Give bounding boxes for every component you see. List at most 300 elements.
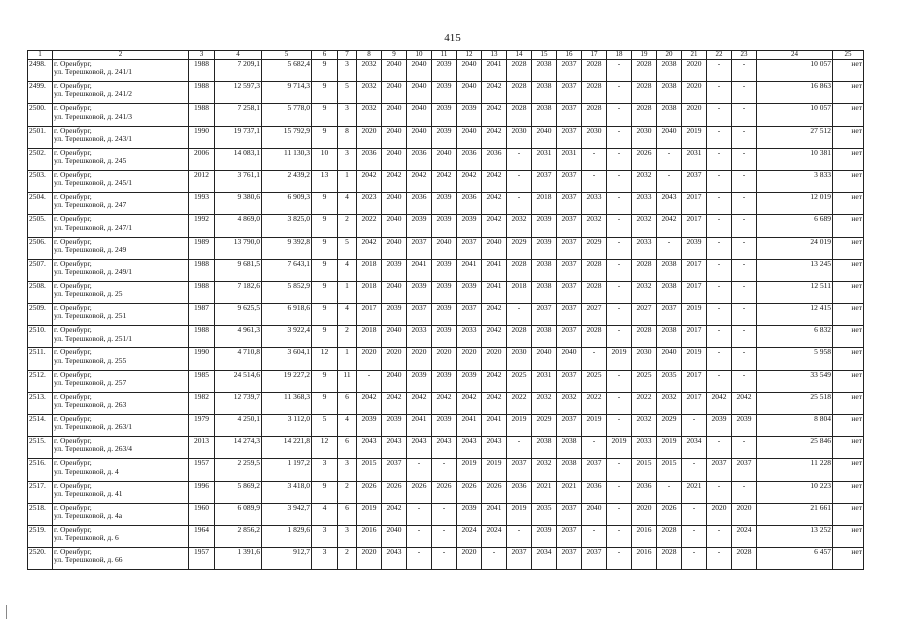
cell-col-4: 14 274,3 xyxy=(215,437,262,459)
cell-col-3: 1987 xyxy=(189,304,215,326)
row-number: 2509. xyxy=(28,304,53,326)
address-street: ул. Терешковой, д. 245 xyxy=(54,156,127,165)
cell-col-20: 2037 xyxy=(657,304,682,326)
cell-col-19: 2028 xyxy=(632,60,657,82)
cell-col-20: 2038 xyxy=(657,82,682,104)
cell-col-13: 2042 xyxy=(482,326,507,348)
cell-col-9: 2020 xyxy=(382,348,407,370)
cell-col-16: 2037 xyxy=(557,193,582,215)
address-street: ул. Терешковой, д. 25 xyxy=(54,289,123,299)
address-street: ул. Терешковой, д. 4 xyxy=(54,466,119,476)
cell-col-3: 1993 xyxy=(189,193,215,215)
cell-col-5: 3 418,0 xyxy=(262,481,312,503)
row-number: 2520. xyxy=(28,548,53,570)
cell-col-24: 16 863 xyxy=(757,82,833,104)
cell-col-5: 3 604,1 xyxy=(262,348,312,370)
table-row xyxy=(28,60,864,82)
cell-col-5: 5 852,9 xyxy=(262,281,312,303)
cell-col-12: 2039 xyxy=(457,104,482,126)
cell-col-17: - xyxy=(582,348,607,370)
cell-col-8: 2017 xyxy=(357,304,382,326)
cell-col-4: 13 790,0 xyxy=(215,237,262,259)
cell-col-8: 2032 xyxy=(357,104,382,126)
cell-col-16: 2037 xyxy=(557,60,582,82)
table-row xyxy=(28,415,864,437)
cell-col-5: 3 825,0 xyxy=(262,215,312,237)
cell-col-7: 5 xyxy=(338,82,357,104)
address-city: г. Оренбург, xyxy=(54,325,92,335)
address-city: г. Оренбург, xyxy=(54,237,92,246)
address-street: ул. Терешковой, д. 6 xyxy=(54,533,119,543)
row-number: 2512. xyxy=(28,370,53,392)
cell-col-17: 2037 xyxy=(582,548,607,570)
cell-col-7: 6 xyxy=(338,392,357,414)
cell-col-22: - xyxy=(707,126,732,148)
cell-col-20: - xyxy=(657,481,682,503)
address-cell xyxy=(53,415,189,437)
cell-col-21: - xyxy=(682,548,707,570)
cell-col-5: 3 112,0 xyxy=(262,415,312,437)
cell-col-17: 2028 xyxy=(582,104,607,126)
cell-col-19: 2036 xyxy=(632,481,657,503)
table-row xyxy=(28,126,864,148)
cell-col-17: 2033 xyxy=(582,193,607,215)
column-header-19: 19 xyxy=(632,51,657,60)
column-header-2: 2 xyxy=(53,51,189,60)
column-header-21: 21 xyxy=(682,51,707,60)
cell-col-12: 2037 xyxy=(457,304,482,326)
cell-col-23: - xyxy=(732,348,757,370)
cell-col-25: нет xyxy=(833,437,864,459)
address-city: г. Оренбург, xyxy=(54,481,92,490)
cell-col-24: 6 457 xyxy=(757,548,833,570)
cell-col-5: 1 829,6 xyxy=(262,525,312,547)
cell-col-18: - xyxy=(607,503,632,525)
cell-col-11: 2020 xyxy=(432,348,457,370)
cell-col-10: 2042 xyxy=(407,392,432,414)
cell-col-25: нет xyxy=(833,281,864,303)
cell-col-3: 1988 xyxy=(189,104,215,126)
cell-col-16: 2037 xyxy=(557,548,582,570)
cell-col-21: 2031 xyxy=(682,148,707,170)
cell-col-11: 2039 xyxy=(432,104,457,126)
cell-col-8: 2018 xyxy=(357,326,382,348)
address-street: ул. Терешковой, д. 263/4 xyxy=(54,444,133,454)
cell-col-13: 2042 xyxy=(482,82,507,104)
column-header-23: 23 xyxy=(732,51,757,60)
cell-col-10: 2039 xyxy=(407,281,432,303)
cell-col-8: 2032 xyxy=(357,82,382,104)
column-header-3: 3 xyxy=(189,51,215,60)
row-number: 2505. xyxy=(28,215,53,237)
column-header-5: 5 xyxy=(262,51,312,60)
column-header-22: 22 xyxy=(707,51,732,60)
cell-col-6: 12 xyxy=(312,348,338,370)
cell-col-19: 2032 xyxy=(632,170,657,192)
address-street: ул. Терешковой, д. 241/1 xyxy=(54,67,133,77)
cell-col-4: 4 869,0 xyxy=(215,215,262,237)
row-number: 2513. xyxy=(28,392,53,414)
row-number: 2499. xyxy=(28,82,53,104)
cell-col-11: - xyxy=(432,459,457,481)
cell-col-8: 2020 xyxy=(357,126,382,148)
cell-col-22: 2037 xyxy=(707,459,732,481)
address-city: г. Оренбург, xyxy=(54,81,92,91)
cell-col-6: 9 xyxy=(312,193,338,215)
cell-col-9: 2039 xyxy=(382,304,407,326)
cell-col-13: 2042 xyxy=(482,104,507,126)
cell-col-12: 2041 xyxy=(457,415,482,437)
cell-col-15: 2038 xyxy=(532,326,557,348)
cell-col-13: 2042 xyxy=(482,392,507,414)
cell-col-3: 2012 xyxy=(189,170,215,192)
cell-col-12: 2040 xyxy=(457,126,482,148)
cell-col-10: 2039 xyxy=(407,215,432,237)
cell-col-25: нет xyxy=(833,304,864,326)
cell-col-17: 2025 xyxy=(582,370,607,392)
cell-col-23: - xyxy=(732,237,757,259)
address-street: ул. Терешковой, д. 241/3 xyxy=(54,111,133,121)
cell-col-14: 2032 xyxy=(507,215,532,237)
column-header-7: 7 xyxy=(338,51,357,60)
cell-col-21: 2019 xyxy=(682,304,707,326)
cell-col-25: нет xyxy=(833,215,864,237)
cell-col-7: 6 xyxy=(338,437,357,459)
cell-col-24: 24 019 xyxy=(757,237,833,259)
cell-col-23: 2042 xyxy=(732,392,757,414)
cell-col-20: - xyxy=(657,148,682,170)
margin-mark xyxy=(6,605,7,619)
cell-col-4: 7 258,1 xyxy=(215,104,262,126)
cell-col-12: 2039 xyxy=(457,503,482,525)
cell-col-13: 2042 xyxy=(482,193,507,215)
cell-col-20: 2019 xyxy=(657,437,682,459)
cell-col-19: 2030 xyxy=(632,126,657,148)
column-header-6: 6 xyxy=(312,51,338,60)
table-row xyxy=(28,459,864,481)
cell-col-19: 2022 xyxy=(632,392,657,414)
column-header-16: 16 xyxy=(557,51,582,60)
address-cell xyxy=(53,82,189,104)
cell-col-4: 2 259,5 xyxy=(215,459,262,481)
cell-col-19: 2028 xyxy=(632,326,657,348)
cell-col-8: 2036 xyxy=(357,148,382,170)
cell-col-11: - xyxy=(432,525,457,547)
cell-col-4: 7 182,6 xyxy=(215,281,262,303)
cell-col-21: 2034 xyxy=(682,437,707,459)
cell-col-8: 2018 xyxy=(357,259,382,281)
cell-col-13: 2042 xyxy=(482,304,507,326)
column-header-25: 25 xyxy=(833,51,864,60)
address-city: г. Оренбург, xyxy=(54,59,92,68)
cell-col-3: 1964 xyxy=(189,525,215,547)
cell-col-22: - xyxy=(707,193,732,215)
cell-col-23: - xyxy=(732,370,757,392)
address-city: г. Оренбург, xyxy=(54,259,92,268)
cell-col-3: 2013 xyxy=(189,437,215,459)
cell-col-17: 2028 xyxy=(582,281,607,303)
cell-col-10: 2036 xyxy=(407,193,432,215)
cell-col-9: 2042 xyxy=(382,392,407,414)
cell-col-11: 2042 xyxy=(432,170,457,192)
cell-col-11: 2039 xyxy=(432,281,457,303)
address-street: ул. Терешковой, д. 263/1 xyxy=(54,422,133,432)
cell-col-10: - xyxy=(407,525,432,547)
cell-col-6: 9 xyxy=(312,82,338,104)
cell-col-7: 11 xyxy=(338,370,357,392)
cell-col-19: 2028 xyxy=(632,259,657,281)
row-number: 2511. xyxy=(28,348,53,370)
cell-col-19: 2025 xyxy=(632,370,657,392)
cell-col-12: 2033 xyxy=(457,326,482,348)
cell-col-15: 2037 xyxy=(532,304,557,326)
cell-col-11: 2026 xyxy=(432,481,457,503)
cell-col-20: 2038 xyxy=(657,259,682,281)
cell-col-15: 2034 xyxy=(532,548,557,570)
cell-col-15: 2040 xyxy=(532,126,557,148)
cell-col-20: 2028 xyxy=(657,525,682,547)
cell-col-18: - xyxy=(607,392,632,414)
cell-col-7: 4 xyxy=(338,415,357,437)
cell-col-6: 9 xyxy=(312,392,338,414)
cell-col-7: 6 xyxy=(338,503,357,525)
cell-col-9: 2042 xyxy=(382,503,407,525)
cell-col-23: - xyxy=(732,437,757,459)
cell-col-10: 2041 xyxy=(407,259,432,281)
cell-col-6: 9 xyxy=(312,60,338,82)
cell-col-9: 2040 xyxy=(382,148,407,170)
cell-col-7: 2 xyxy=(338,481,357,503)
cell-col-9: 2040 xyxy=(382,215,407,237)
cell-col-20: 2042 xyxy=(657,215,682,237)
address-cell xyxy=(53,437,189,459)
address-street: ул. Терешковой, д. 257 xyxy=(54,377,127,387)
row-number: 2508. xyxy=(28,281,53,303)
cell-col-3: 1957 xyxy=(189,548,215,570)
row-number: 2500. xyxy=(28,104,53,126)
cell-col-14: 2037 xyxy=(507,548,532,570)
address-city: г. Оренбург, xyxy=(54,436,92,446)
column-header-8: 8 xyxy=(357,51,382,60)
address-street: ул. Терешковой, д. 243/1 xyxy=(54,133,133,143)
address-street: ул. Терешковой, д. 249/1 xyxy=(54,266,133,276)
cell-col-7: 1 xyxy=(338,170,357,192)
cell-col-25: нет xyxy=(833,525,864,547)
address-cell xyxy=(53,481,189,503)
cell-col-15: 2038 xyxy=(532,60,557,82)
cell-col-9: 2043 xyxy=(382,437,407,459)
cell-col-7: 3 xyxy=(338,60,357,82)
cell-col-24: 10 381 xyxy=(757,148,833,170)
cell-col-14: 2019 xyxy=(507,415,532,437)
cell-col-25: нет xyxy=(833,82,864,104)
cell-col-19: 2020 xyxy=(632,503,657,525)
cell-col-22: - xyxy=(707,82,732,104)
cell-col-14: - xyxy=(507,525,532,547)
cell-col-22: - xyxy=(707,437,732,459)
cell-col-7: 4 xyxy=(338,193,357,215)
cell-col-10: 2026 xyxy=(407,481,432,503)
cell-col-8: 2023 xyxy=(357,193,382,215)
cell-col-13: 2019 xyxy=(482,459,507,481)
cell-col-5: 5 778,0 xyxy=(262,104,312,126)
cell-col-9: 2040 xyxy=(382,82,407,104)
cell-col-24: 3 833 xyxy=(757,170,833,192)
cell-col-22: - xyxy=(707,259,732,281)
cell-col-7: 3 xyxy=(338,525,357,547)
cell-col-7: 3 xyxy=(338,459,357,481)
cell-col-18: - xyxy=(607,326,632,348)
table-row xyxy=(28,237,864,259)
cell-col-14: 2030 xyxy=(507,126,532,148)
cell-col-10: 2040 xyxy=(407,82,432,104)
cell-col-5: 11 130,3 xyxy=(262,148,312,170)
cell-col-8: 2015 xyxy=(357,459,382,481)
address-cell xyxy=(53,326,189,348)
row-number: 2515. xyxy=(28,437,53,459)
cell-col-13: 2024 xyxy=(482,525,507,547)
cell-col-23: - xyxy=(732,304,757,326)
cell-col-17: - xyxy=(582,437,607,459)
table-row xyxy=(28,215,864,237)
table-row xyxy=(28,82,864,104)
cell-col-21: 2020 xyxy=(682,82,707,104)
cell-col-21: 2037 xyxy=(682,170,707,192)
cell-col-23: - xyxy=(732,82,757,104)
address-cell xyxy=(53,459,189,481)
cell-col-5: 2 439,2 xyxy=(262,170,312,192)
cell-col-16: 2037 xyxy=(557,259,582,281)
cell-col-13: 2041 xyxy=(482,503,507,525)
cell-col-22: - xyxy=(707,548,732,570)
cell-col-11: 2039 xyxy=(432,193,457,215)
address-street: ул. Терешковой, д. 247 xyxy=(54,200,127,210)
cell-col-24: 27 512 xyxy=(757,126,833,148)
cell-col-21: - xyxy=(682,415,707,437)
cell-col-18: - xyxy=(607,548,632,570)
cell-col-8: - xyxy=(357,370,382,392)
cell-col-8: 2042 xyxy=(357,237,382,259)
cell-col-6: 9 xyxy=(312,304,338,326)
cell-col-19: 2016 xyxy=(632,548,657,570)
cell-col-11: 2043 xyxy=(432,437,457,459)
data-table xyxy=(27,50,864,570)
cell-col-22: - xyxy=(707,60,732,82)
cell-col-10: - xyxy=(407,548,432,570)
cell-col-11: 2039 xyxy=(432,259,457,281)
address-cell xyxy=(53,60,189,82)
cell-col-11: 2039 xyxy=(432,60,457,82)
cell-col-14: 2025 xyxy=(507,370,532,392)
cell-col-15: 2039 xyxy=(532,525,557,547)
cell-col-24: 33 549 xyxy=(757,370,833,392)
cell-col-6: 9 xyxy=(312,281,338,303)
address-cell xyxy=(53,304,189,326)
cell-col-3: 1985 xyxy=(189,370,215,392)
cell-col-24: 10 057 xyxy=(757,104,833,126)
cell-col-25: нет xyxy=(833,148,864,170)
column-header-24: 24 xyxy=(757,51,833,60)
cell-col-5: 3 922,4 xyxy=(262,326,312,348)
cell-col-17: 2019 xyxy=(582,415,607,437)
row-number: 2517. xyxy=(28,481,53,503)
column-header-12: 12 xyxy=(457,51,482,60)
cell-col-3: 1988 xyxy=(189,82,215,104)
cell-col-5: 9 392,8 xyxy=(262,237,312,259)
address-city: г. Оренбург, xyxy=(54,347,92,357)
cell-col-8: 2020 xyxy=(357,548,382,570)
cell-col-17: - xyxy=(582,148,607,170)
cell-col-15: 2038 xyxy=(532,437,557,459)
address-cell xyxy=(53,126,189,148)
cell-col-7: 3 xyxy=(338,148,357,170)
address-street: ул. Терешковой, д. 251/1 xyxy=(54,333,133,343)
cell-col-6: 9 xyxy=(312,126,338,148)
cell-col-13: - xyxy=(482,548,507,570)
address-cell xyxy=(53,525,189,547)
cell-col-14: 2028 xyxy=(507,326,532,348)
cell-col-7: 4 xyxy=(338,259,357,281)
cell-col-13: 2041 xyxy=(482,281,507,303)
address-cell xyxy=(53,348,189,370)
cell-col-24: 13 252 xyxy=(757,525,833,547)
cell-col-22: 2020 xyxy=(707,503,732,525)
cell-col-21: 2020 xyxy=(682,104,707,126)
cell-col-8: 2042 xyxy=(357,392,382,414)
cell-col-17: 2028 xyxy=(582,60,607,82)
cell-col-20: 2029 xyxy=(657,415,682,437)
cell-col-19: 2016 xyxy=(632,525,657,547)
cell-col-6: 9 xyxy=(312,237,338,259)
cell-col-13: 2042 xyxy=(482,170,507,192)
address-city: г. Оренбург, xyxy=(54,281,92,290)
cell-col-11: 2039 xyxy=(432,126,457,148)
cell-col-9: 2042 xyxy=(382,170,407,192)
cell-col-15: 2038 xyxy=(532,281,557,303)
cell-col-12: 2040 xyxy=(457,60,482,82)
cell-col-23: - xyxy=(732,326,757,348)
cell-col-18: - xyxy=(607,259,632,281)
cell-col-23: 2020 xyxy=(732,503,757,525)
cell-col-12: 2037 xyxy=(457,237,482,259)
cell-col-16: 2038 xyxy=(557,437,582,459)
cell-col-17: 2029 xyxy=(582,237,607,259)
address-cell xyxy=(53,370,189,392)
cell-col-6: 9 xyxy=(312,481,338,503)
cell-col-19: 2032 xyxy=(632,415,657,437)
table-body xyxy=(28,60,864,570)
cell-col-20: 2028 xyxy=(657,548,682,570)
cell-col-10: - xyxy=(407,503,432,525)
cell-col-24: 6 832 xyxy=(757,326,833,348)
cell-col-14: 2028 xyxy=(507,82,532,104)
cell-col-9: 2040 xyxy=(382,525,407,547)
cell-col-6: 9 xyxy=(312,104,338,126)
table-row xyxy=(28,193,864,215)
cell-col-12: 2036 xyxy=(457,193,482,215)
cell-col-13: 2042 xyxy=(482,126,507,148)
address-city: г. Оренбург, xyxy=(54,214,92,224)
cell-col-25: нет xyxy=(833,481,864,503)
cell-col-16: 2037 xyxy=(557,503,582,525)
cell-col-11: 2040 xyxy=(432,148,457,170)
cell-col-18: 2019 xyxy=(607,437,632,459)
row-number: 2518. xyxy=(28,503,53,525)
table-row xyxy=(28,503,864,525)
cell-col-5: 14 221,8 xyxy=(262,437,312,459)
cell-col-19: 2032 xyxy=(632,281,657,303)
cell-col-6: 13 xyxy=(312,170,338,192)
